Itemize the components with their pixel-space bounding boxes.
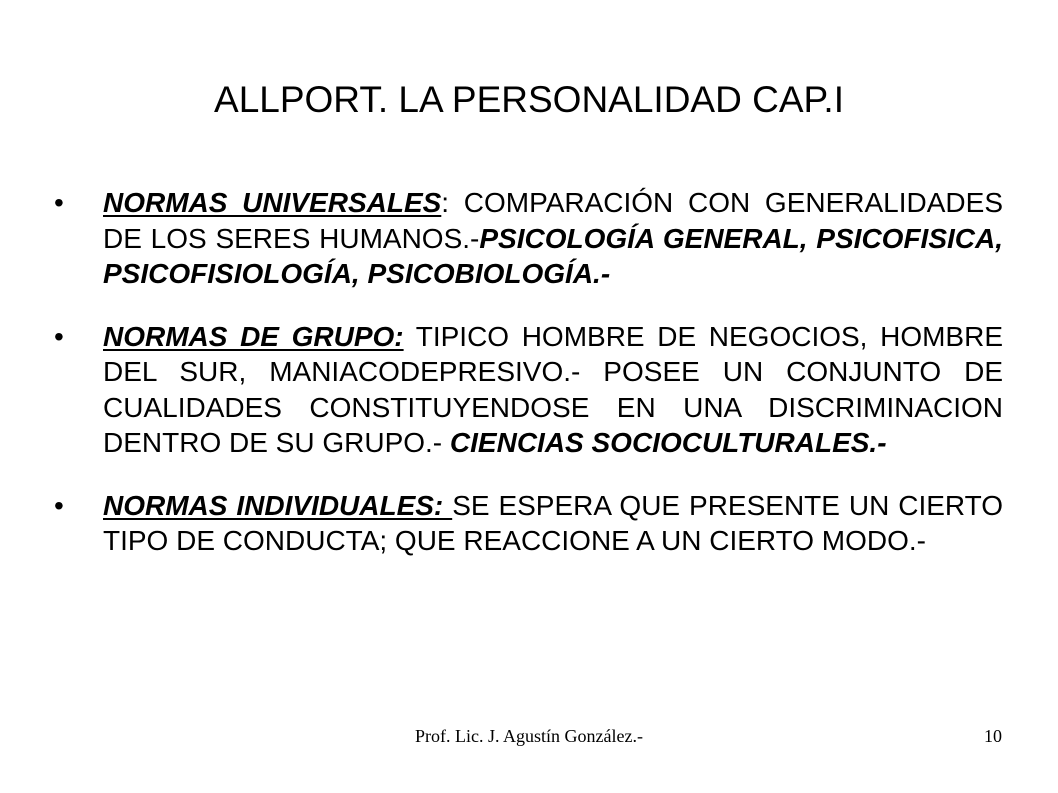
bullet-normas-de-grupo	[54, 319, 1003, 461]
bullet-emphasis: CIENCIAS SOCIOCULTURALES.-	[449, 427, 887, 458]
bullet-normas-universales	[54, 185, 1003, 292]
bullet-marker: •	[54, 187, 64, 218]
bullet-body: COMPARACIÓN CON GENERALIDADES DE LOS SERES HUMANOS.-	[103, 187, 1003, 254]
bullet-heading: NORMAS DE GRUPO:	[103, 320, 404, 352]
bullet-separator: :	[441, 187, 450, 218]
bullet-marker: •	[54, 320, 64, 352]
bullet-heading: NORMAS INDIVIDUALES:	[103, 489, 453, 521]
page-number: 10	[984, 726, 1002, 746]
bullet-normas-individuales	[54, 488, 1003, 559]
bullet-marker: •	[54, 489, 64, 521]
bullet-body: TIPICO HOMBRE DE NEGOCIOS, HOMBRE DEL SUR, MANIACODEPRESIVO.- POSEE UN CONJUNTO DE CUALIDADES CONSTITUYENDOSE EN UNA DISCRIMINACION DENTRO DE SU GRUPO.-	[103, 320, 1003, 458]
bullet-list	[0, 185, 1058, 559]
bullet-heading: NORMAS UNIVERSALES	[103, 187, 442, 218]
slide-title: ALLPORT. LA PERSONALIDAD CAP.I	[214, 79, 844, 120]
bullet-emphasis: PSICOLOGÍA GENERAL, PSICOFISICA, PSICOFISIOLOGÍA, PSICOBIOLOGÍA.-	[103, 222, 1003, 289]
footer-author: Prof. Lic. J. Agustín González.-	[415, 726, 643, 746]
bullet-body: SE ESPERA QUE PRESENTE UN CIERTO TIPO DE CONDUCTA; QUE REACCIONE A UN CIERTO MODO.-	[103, 489, 1003, 556]
